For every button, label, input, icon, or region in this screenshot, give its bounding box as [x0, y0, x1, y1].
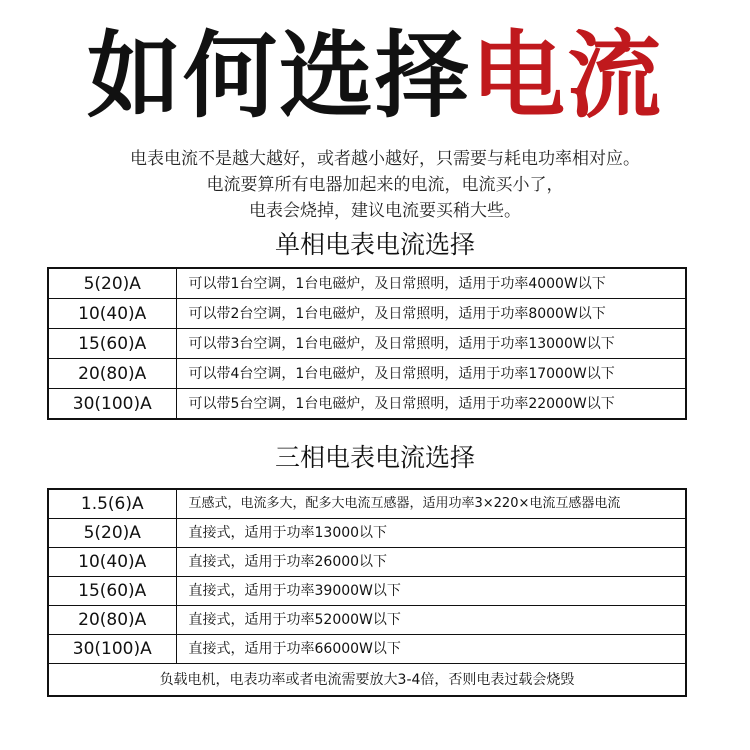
table-row [48, 606, 686, 635]
single-phase-table [47, 267, 687, 420]
description-cell: 可以带2台空调，1台电磁炉，及日常照明，适用于功率8000W以下 [176, 299, 686, 329]
rating-cell: 15(60)A [48, 329, 176, 359]
single-phase-heading: 单相电表电流选择 [274, 230, 475, 259]
intro-text [0, 146, 750, 224]
description-cell: 直接式，适用于功率26000以下 [176, 548, 686, 577]
description-cell: 直接式，适用于功率52000W以下 [176, 606, 686, 635]
rating-cell: 15(60)A [48, 577, 176, 606]
table-row [48, 389, 686, 420]
description-cell: 可以带4台空调，1台电磁炉，及日常照明，适用于功率17000W以下 [176, 359, 686, 389]
intro-line: 电流要算所有电器加起来的电流，电流买小了， [206, 175, 564, 195]
table-row [48, 489, 686, 519]
description-cell: 可以带5台空调，1台电磁炉，及日常照明，适用于功率22000W以下 [176, 389, 686, 420]
rating-cell: 1.5(6)A [48, 489, 176, 519]
load-motor-note: 负载电机，电表功率或者电流需要放大3-4倍，否则电表过载会烧毁 [48, 664, 686, 697]
rating-cell: 20(80)A [48, 606, 176, 635]
description-cell: 直接式，适用于功率66000W以下 [176, 635, 686, 664]
intro-line: 电表电流不是越大越好，或者越小越好，只需要与耗电功率相对应。 [130, 149, 640, 169]
description-cell: 可以带1台空调，1台电磁炉，及日常照明，适用于功率4000W以下 [176, 268, 686, 299]
table-row [48, 577, 686, 606]
title-part-main: 如何选择 [86, 22, 471, 131]
rating-cell: 10(40)A [48, 548, 176, 577]
table-row [48, 268, 686, 299]
rating-cell: 5(20)A [48, 519, 176, 548]
rating-cell: 30(100)A [48, 635, 176, 664]
description-cell: 直接式，适用于功率13000以下 [176, 519, 686, 548]
description-cell: 可以带3台空调，1台电磁炉，及日常照明，适用于功率13000W以下 [176, 329, 686, 359]
three-phase-table [47, 488, 687, 697]
three-phase-heading: 三相电表电流选择 [274, 443, 475, 472]
table-row [48, 519, 686, 548]
intro-line: 电表会烧掉，建议电流要买稍大些。 [249, 201, 521, 221]
rating-cell: 10(40)A [48, 299, 176, 329]
rating-cell: 20(80)A [48, 359, 176, 389]
description-cell: 直接式，适用于功率39000W以下 [176, 577, 686, 606]
table-row [48, 299, 686, 329]
table-row [48, 329, 686, 359]
table-row [48, 359, 686, 389]
rating-cell: 5(20)A [48, 268, 176, 299]
table-row [48, 635, 686, 664]
page-title [0, 22, 750, 132]
table-note-row [48, 664, 686, 697]
description-cell: 互感式，电流多大，配多大电流互感器，适用功率3×220×电流互感器电流 [176, 489, 686, 519]
title-part-accent: 电流 [471, 22, 664, 131]
table-row [48, 548, 686, 577]
rating-cell: 30(100)A [48, 389, 176, 420]
